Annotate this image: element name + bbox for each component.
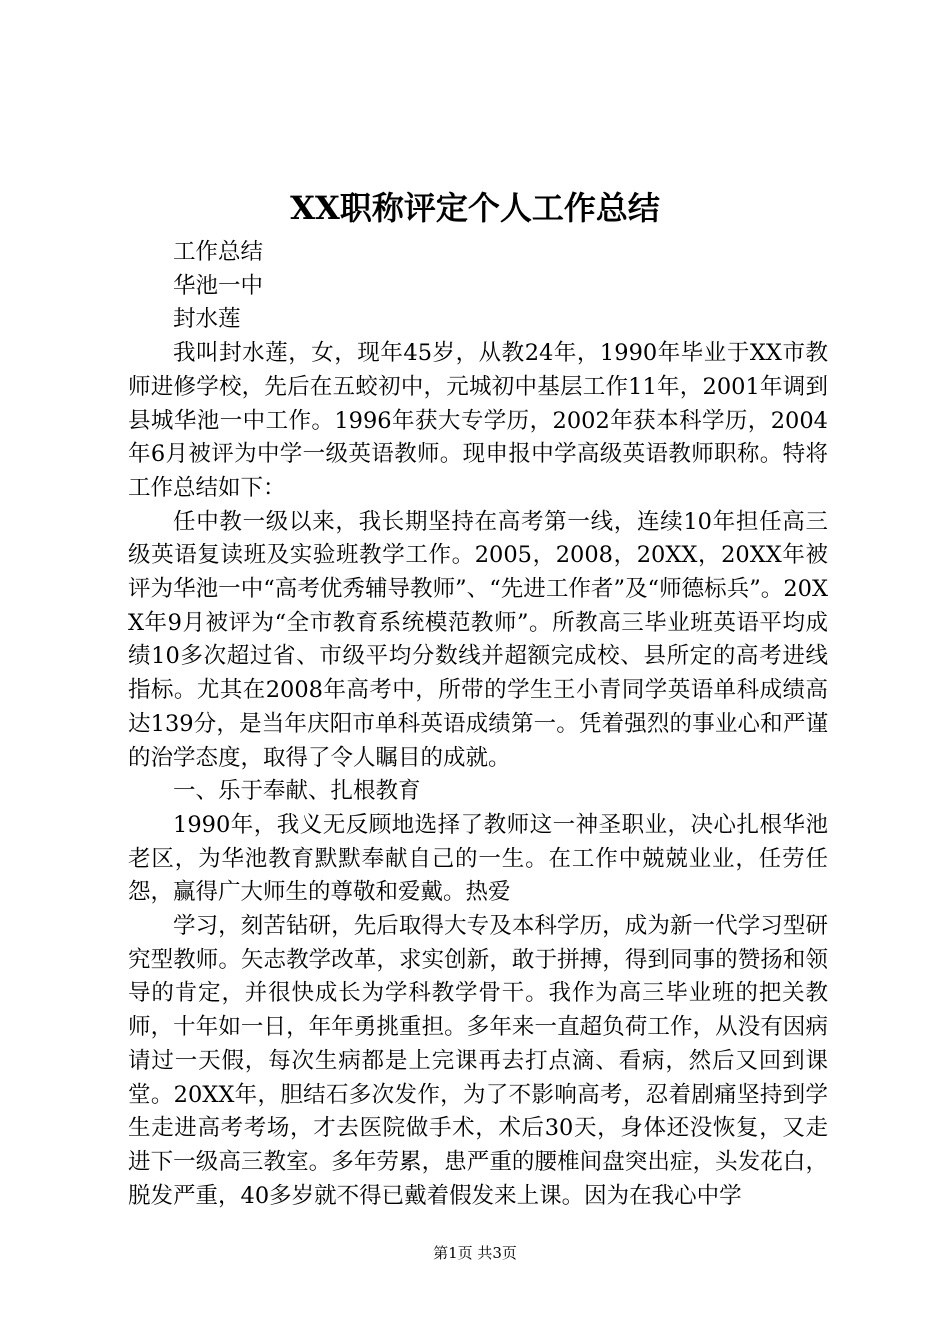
paragraph-school-name: 华池一中 <box>173 272 264 299</box>
paragraph-heading-label: 工作总结 <box>173 239 264 265</box>
page-footer: 第1页 共3页 <box>433 1244 517 1262</box>
paragraph-author-name: 封水莲 <box>173 306 241 333</box>
section-heading-1: 一、乐于奉献、扎根教育 <box>173 778 421 805</box>
document-title: XX职称评定个人工作总结 <box>290 189 660 227</box>
document-body <box>128 236 828 1213</box>
paragraph-intro: 我叫封水莲，女，现年45岁，从教24年，1990年毕业于XX市教师进修学校，先后在五蛟初中，元城初中基层工作11年，2001年调到县城华池一中工作。1996年获大专学历，2002年获本科学历，2004年6月被评为中学一级英语教师。现申报中学高级英语教师职称。特将工作总结如下： <box>128 340 828 501</box>
paragraph-study: 学习，刻苦钻研，先后取得大专及本科学历，成为新一代学习型研究型教师。矢志教学改革，求实创新，敢于拼搏，得到同事的赞扬和领导的肯定，并很快成长为学科教学骨干。我作为高三毕业班的把关教师，十年如一日，年年勇挑重担。多年来一直超负荷工作，从没有因病请过一天假，每次生病都是上完课再去打点滴、看病，然后又回到课堂。20XX年，胆结石多次发作，为了不影响高考，忍着剧痛坚持到学生走进高考考场，才去医院做手术，术后30天，身体还没恢复，又走进下一级高三教室。多年劳累，患严重的腰椎间盘突出症，头发花白，脱发严重，40多岁就不得已戴着假发来上课。因为在我心中学 <box>128 913 828 1209</box>
paragraph-achievements: 任中教一级以来，我长期坚持在高考第一线，连续10年担任高三级英语复读班及实验班教学工作。2005，2008，20XX，20XX年被评为华池一中“高考优秀辅导教师”、“先进工作者”及“师德标兵”。20XX年9月被评为“全市教育系统模范教师”。所教高三毕业班英语平均成绩10多次超过省、市级平均分数线并超额完成校、县所定的高考进线指标。尤其在2008年高考中，所带的学生王小青同学英语单科成绩高达139分，是当年庆阳市单科英语成绩第一。凭着强烈的事业心和严谨的治学态度，取得了令人瞩目的成就。 <box>128 508 828 771</box>
paragraph-dedication: 1990年，我义无反顾地选择了教师这一神圣职业，决心扎根华池老区，为华池教育默默奉献自己的一生。在工作中兢兢业业，任劳任怨，赢得广大师生的尊敬和爱戴。热爱 <box>128 811 828 906</box>
